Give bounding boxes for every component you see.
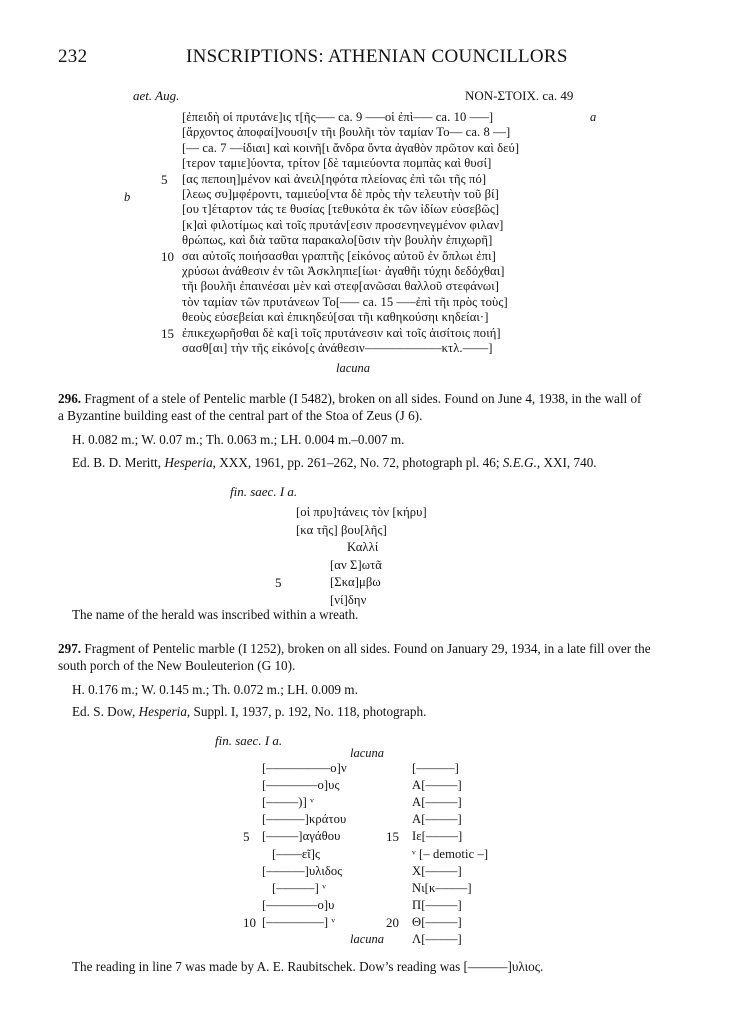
- edition-journal: Hesperia: [164, 455, 213, 470]
- side-label-b: b: [124, 190, 131, 204]
- side-label-a: a: [590, 110, 597, 124]
- entry-297-dimensions: H. 0.176 m.; W. 0.145 m.; Th. 0.072 m.; LH. 0.009 m.: [72, 682, 358, 697]
- line-number: 10: [243, 914, 256, 930]
- entry-296-edition: [72, 454, 597, 471]
- inscription-left-line: [–––––]αγάθου: [262, 829, 341, 844]
- inscription-right-line: Λ[–––––]: [412, 932, 462, 946]
- page-number: 232: [58, 46, 88, 67]
- inscription-line: [–– ca. 7 ––ίδιαι] καὶ κοινῆ[ι ἄνδρα ὄντα ἀγαθὸν πρῶτον καὶ δεύ]: [182, 140, 520, 155]
- inscription-right-line: Α[–––––]: [412, 812, 462, 827]
- line-number: 5: [275, 575, 282, 590]
- inscription-line: τὸν ταμίαν τῶν πρυτάνεων Το[––– ca. 15 –––ἐπὶ τῆι πρὸς τοὺς]: [182, 294, 508, 309]
- inscription-left-line: [–––––)] ᵛ: [262, 795, 314, 810]
- line-number: 15: [161, 325, 174, 341]
- running-title: INSCRIPTIONS: ATHENIAN COUNCILLORS: [186, 46, 568, 67]
- inscription-left-line: [––––––]κράτου: [262, 812, 347, 827]
- inscription-right-line: [––––––]: [412, 761, 459, 775]
- entry-297-note: [72, 958, 543, 975]
- description-line: Fragment of a stele of Pentelic marble (I 5482), broken on all sides. Found on June 4, 1938, in the wall of: [84, 391, 642, 406]
- lacuna-top: lacuna: [350, 746, 385, 760]
- inscription-line: σαι αὐτοῖς ποιήσασθαι γραπτῆς [εἰκόνος αὐτοῦ ἐν ὅπλωι ἐπι]: [182, 248, 496, 263]
- lacuna-bottom: lacuna: [350, 932, 385, 946]
- inscription-line: [Σκα]μβω: [330, 575, 381, 589]
- inscription-line: σασθ[αι] τὴν τῆς εἰκόνο[ς ἀνάθεσιν––––––––––––κτλ.––––]: [182, 341, 493, 355]
- inscription-right-line: Α[–––––]: [412, 795, 462, 810]
- inscription-line: [ου τ]έταρτον τάς τε θυσίας [τεθυκότα ἐκ τῶν ἰδίων εὐσεβῶς]: [182, 202, 500, 217]
- note-reading: [––––––]υλιος.: [463, 959, 544, 974]
- inscription-line: θρώπως, καὶ διὰ ταῦτα παρακαλο[ῦσιν τὴν βουλὴν ἐπιχωρῆ]: [182, 233, 493, 248]
- entry-296-description: [58, 390, 641, 407]
- inscription-line: Καλλί: [347, 540, 379, 554]
- edition-details: , XXX, 1961, pp. 261–262, No. 72, photograph pl. 46;: [212, 455, 500, 470]
- lacuna-label: lacuna: [336, 361, 371, 375]
- inscription-left-line: [––––εῖ]ς: [272, 846, 321, 861]
- inscription-left-line: [–––––––––] ᵛ: [262, 914, 336, 929]
- inscription-line: ἐπικεχωρῆσθαι δὲ κα[ὶ τοῖς πρυτάνεσιν καὶ τοῖς ἀισίτοις ποιή]: [182, 325, 501, 340]
- inscription-right-line: Ιε[–––––]: [412, 829, 463, 844]
- date-label-296: fin. saec. I a.: [230, 484, 298, 499]
- inscription-line: [κ]αὶ φιλοτίμως καὶ τοῖς πρυτάν[εσιν προσενηνεγμένον φιλαν]: [182, 217, 504, 232]
- date-label: aet. Aug.: [133, 88, 180, 103]
- entry-297-description: [58, 640, 651, 657]
- inscription-line: [λεως συ]μφέροντι, ταμιεύο[ντα δὲ πρὸς τὴν τελευτὴν τοῦ βί]: [182, 187, 499, 201]
- edition-end: , Suppl. I, 1937, p. 192, No. 118, photograph.: [186, 704, 427, 719]
- entry-number: 297.: [58, 641, 82, 656]
- edition-prefix: Ed. B. D. Meritt,: [72, 455, 162, 470]
- edition-end: , XXI, 740.: [536, 455, 597, 470]
- inscription-line: [ἄρχοντος ἀποφαί]νουσι[ν τῆι βουλῆι τὸν ταμίαν Το–– ca. 8 ––]: [182, 125, 511, 140]
- inscription-line: [ας πεποιη]μένον καὶ ἀνειλ[ηφότα πλείονας ἐπὶ τῶι τῆς πό]: [182, 171, 487, 186]
- date-label-297: fin. saec. I a.: [215, 733, 283, 748]
- inscription-left-line: [––––––––ο]υ: [262, 897, 335, 912]
- inscription-right-line: Π[–––––]: [412, 897, 462, 912]
- line-number: 20: [386, 914, 399, 930]
- inscription-right-line: Θ[–––––]: [412, 914, 462, 929]
- inscription-line: [νί]δην: [330, 592, 367, 607]
- line-number: 15: [386, 829, 399, 845]
- inscription-right-line: Χ[–––––]: [412, 863, 462, 878]
- entry-297-description-cont: south porch of the New Bouleuterion (G 10).: [58, 658, 296, 673]
- entry-number: 296.: [58, 391, 82, 406]
- line-number: 5: [243, 829, 250, 845]
- line-number: 5: [161, 171, 168, 187]
- note-text: The reading in line 7 was made by A. E. Raubitschek. Dow’s reading was: [72, 959, 461, 974]
- format-label: NON-ΣTOIX. ca. 49: [465, 88, 574, 103]
- inscription-left-line: [––––––]υλιδος: [262, 863, 343, 878]
- entry-297-edition: [72, 703, 426, 720]
- entry-296-description-cont: a Byzantine building east of the central part of the Stoa of Zeus (J 6).: [58, 408, 423, 423]
- edition-prefix: Ed. S. Dow,: [72, 704, 136, 719]
- inscription-right-line: ᵛ [– demotic –]: [412, 846, 489, 861]
- inscription-left-line: [––––––] ᵛ: [272, 880, 327, 895]
- entry-296-note: The name of the herald was inscribed within a wreath.: [72, 607, 359, 622]
- entry-296-dimensions: H. 0.082 m.; W. 0.07 m.; Th. 0.063 m.; LH. 0.004 m.–0.007 m.: [72, 432, 405, 447]
- inscription-line: χρύσωι ἀνάθεσιν ἐν τῶι Ἀσκληπιε[ίωι· ἀγαθῆι τύχηι δεδόχθαι]: [182, 264, 505, 278]
- inscription-right-line: Α[–––––]: [412, 778, 462, 793]
- description-line: Fragment of Pentelic marble (I 1252), broken on all sides. Found on January 29, 1934, in a late fill over the: [84, 641, 651, 656]
- inscription-line: [κα τῆς] βου[λῆς]: [296, 522, 387, 537]
- inscription-line: τῆι βουλῆι ἐπαινέσαι μὲν καὶ στεφ[ανῶσαι θαλλοῦ στεφάνωι]: [182, 279, 500, 294]
- inscription-left-line: [––––––––ο]υς: [262, 778, 340, 793]
- inscription-line: [αν Σ]ωτᾶ: [330, 557, 383, 572]
- inscription-left-line: [––––––––––ο]ν: [262, 761, 347, 775]
- inscription-line: θεοὺς εὐσεβείαι καὶ ἐπικηδεύ[σαι τῆι καθηκούσηι κηδείαι·]: [182, 310, 489, 325]
- inscription-line: [ἐπειδὴ οἱ πρυτάνε]ις τ[ῆς––– ca. 9 –––οἱ ἐπὶ––– ca. 10 –––]: [182, 110, 494, 124]
- inscription-line: [οἱ πρυ]τάνεις τὸν [κήρυ]: [296, 505, 427, 519]
- line-number: 10: [161, 248, 174, 264]
- edition-journal: Hesperia: [138, 704, 187, 719]
- inscription-right-line: Νι[κ–––––]: [412, 880, 472, 895]
- edition-seg: S.E.G.: [502, 455, 537, 470]
- inscription-line: [τερον ταμιε]ύοντα, τρίτον [δὲ ταμιεύοντα πομπὰς καὶ θυσί]: [182, 156, 492, 171]
